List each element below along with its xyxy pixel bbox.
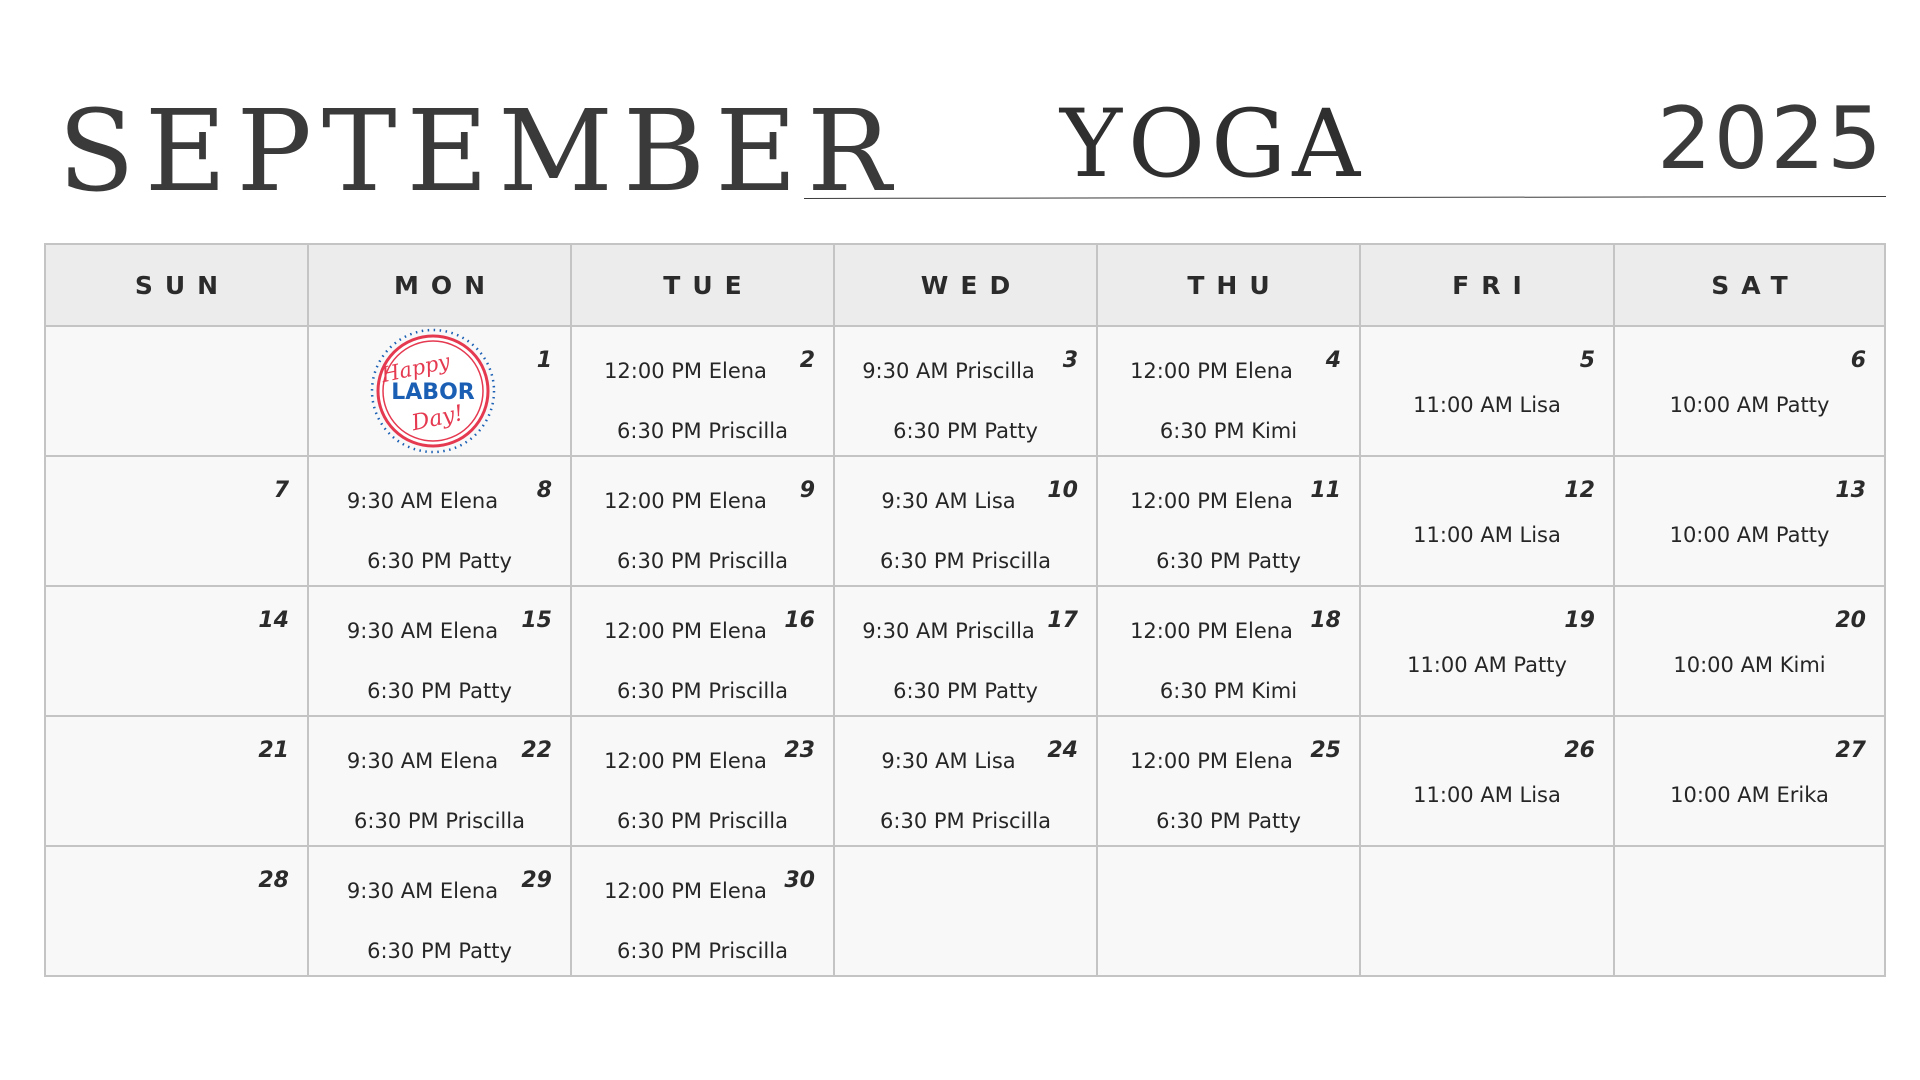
class-session: 12:00 PM Elena	[1130, 619, 1293, 643]
class-session: 6:30 PM Priscilla	[617, 679, 788, 703]
class-session: 6:30 PM Patty	[893, 419, 1038, 443]
day-number: 11	[1310, 478, 1341, 503]
class-session: 11:00 AM Patty	[1407, 653, 1567, 677]
day-cell	[309, 327, 572, 457]
day-number: 7	[273, 478, 289, 503]
class-session: 6:30 PM Priscilla	[880, 809, 1051, 833]
day-cell	[309, 847, 572, 977]
class-session: 6:30 PM Patty	[1156, 809, 1301, 833]
day-number: 2	[799, 348, 815, 373]
day-cell	[1098, 717, 1361, 847]
class-session: 9:30 AM Elena	[346, 489, 499, 513]
class-session: 6:30 PM Priscilla	[617, 419, 788, 443]
class-session: 6:30 PM Priscilla	[617, 939, 788, 963]
class-session: 11:00 AM Lisa	[1413, 783, 1561, 807]
class-session: 6:30 PM Patty	[367, 679, 512, 703]
month-title: SEPTEMBER	[58, 87, 902, 217]
class-session: 12:00 PM Elena	[604, 359, 767, 383]
day-number: 4	[1325, 348, 1341, 373]
day-number: 29	[521, 868, 552, 893]
day-number: 12	[1564, 478, 1595, 503]
class-session: 10:00 AM Kimi	[1673, 653, 1826, 677]
day-cell	[1361, 587, 1615, 717]
day-number: 25	[1310, 738, 1341, 763]
day-cell	[1615, 587, 1886, 717]
class-session: 9:30 AM Lisa	[881, 489, 1016, 513]
day-cell	[1361, 717, 1615, 847]
day-cell	[46, 847, 309, 977]
class-session: 9:30 AM Elena	[346, 879, 499, 903]
day-cell	[835, 717, 1098, 847]
day-number: 8	[536, 478, 552, 503]
day-cell	[1615, 847, 1886, 977]
day-number: 22	[521, 738, 552, 763]
class-session: 6:30 PM Priscilla	[617, 809, 788, 833]
weekday-header-thu: THU	[1098, 245, 1361, 327]
day-cell	[572, 457, 835, 587]
class-title: YOGA	[1060, 90, 1367, 199]
day-cell	[1098, 327, 1361, 457]
day-cell	[835, 847, 1098, 977]
day-cell	[1615, 327, 1886, 457]
day-cell	[1615, 457, 1886, 587]
class-session: 6:30 PM Priscilla	[354, 809, 525, 833]
day-number: 23	[784, 738, 815, 763]
day-number: 10	[1047, 478, 1078, 503]
day-cell	[1098, 587, 1361, 717]
class-session: 6:30 PM Patty	[367, 549, 512, 573]
class-session: 6:30 PM Priscilla	[617, 549, 788, 573]
day-cell	[572, 717, 835, 847]
day-cell	[1361, 327, 1615, 457]
class-session: 6:30 PM Patty	[893, 679, 1038, 703]
day-cell	[1098, 457, 1361, 587]
day-cell	[572, 587, 835, 717]
day-cell	[835, 587, 1098, 717]
day-number: 18	[1310, 608, 1341, 633]
class-session: 12:00 PM Elena	[604, 879, 767, 903]
day-number: 1	[536, 348, 552, 373]
day-cell	[572, 847, 835, 977]
day-number: 3	[1062, 348, 1078, 373]
day-cell	[46, 327, 309, 457]
class-session: 11:00 AM Lisa	[1413, 523, 1561, 547]
day-number: 14	[258, 608, 289, 633]
calendar-grid	[44, 243, 1886, 977]
badge-word-happy: Happy	[379, 349, 453, 388]
class-session: 6:30 PM Priscilla	[880, 549, 1051, 573]
day-number: 17	[1047, 608, 1078, 633]
class-session: 9:30 AM Priscilla	[862, 359, 1035, 383]
labor-day-badge	[369, 327, 497, 455]
class-session: 12:00 PM Elena	[1130, 359, 1293, 383]
weekday-header-wed: WED	[835, 245, 1098, 327]
class-session: 10:00 AM Patty	[1669, 393, 1830, 417]
day-cell	[46, 457, 309, 587]
day-cell	[1615, 717, 1886, 847]
weekday-header-sun: SUN	[46, 245, 309, 327]
class-session: 6:30 PM Patty	[1156, 549, 1301, 573]
day-number: 26	[1564, 738, 1595, 763]
day-cell	[309, 457, 572, 587]
day-cell	[1098, 847, 1361, 977]
year-title: 2025	[1657, 89, 1884, 189]
class-session: 6:30 PM Kimi	[1159, 679, 1298, 703]
day-cell	[835, 457, 1098, 587]
day-number: 19	[1564, 608, 1595, 633]
weekday-header-fri: FRI	[1361, 245, 1615, 327]
day-number: 15	[521, 608, 552, 633]
class-session: 12:00 PM Elena	[604, 749, 767, 773]
day-number: 20	[1835, 608, 1866, 633]
day-cell	[572, 327, 835, 457]
day-number: 16	[784, 608, 815, 633]
day-number: 27	[1835, 738, 1866, 763]
class-session: 12:00 PM Elena	[604, 619, 767, 643]
day-cell	[46, 717, 309, 847]
weekday-header-sat: SAT	[1615, 245, 1886, 327]
class-session: 9:30 AM Priscilla	[862, 619, 1035, 643]
badge-word-labor: LABOR	[391, 380, 475, 405]
class-session: 9:30 AM Elena	[346, 619, 499, 643]
day-number: 6	[1850, 348, 1866, 373]
class-session: 12:00 PM Elena	[1130, 489, 1293, 513]
day-number: 21	[258, 738, 289, 763]
day-cell	[1361, 457, 1615, 587]
day-number: 5	[1579, 348, 1595, 373]
day-number: 9	[799, 478, 815, 503]
class-session: 9:30 AM Lisa	[881, 749, 1016, 773]
day-cell	[1361, 847, 1615, 977]
weekday-header-mon: MON	[309, 245, 572, 327]
day-number: 13	[1835, 478, 1866, 503]
labor-day-badge-icon	[369, 327, 497, 455]
class-session: 10:00 AM Erika	[1670, 783, 1829, 807]
day-cell	[835, 327, 1098, 457]
class-session: 11:00 AM Lisa	[1413, 393, 1561, 417]
day-cell	[309, 587, 572, 717]
day-number: 28	[258, 868, 289, 893]
weekday-header-tue: TUE	[572, 245, 835, 327]
class-session: 12:00 PM Elena	[1130, 749, 1293, 773]
class-session: 10:00 AM Patty	[1669, 523, 1830, 547]
day-cell	[309, 717, 572, 847]
class-session: 6:30 PM Patty	[367, 939, 512, 963]
day-cell	[46, 587, 309, 717]
class-session: 12:00 PM Elena	[604, 489, 767, 513]
day-number: 24	[1047, 738, 1078, 763]
badge-word-day: Day!	[409, 401, 466, 437]
day-number: 30	[784, 868, 815, 893]
class-session: 9:30 AM Elena	[346, 749, 499, 773]
class-session: 6:30 PM Kimi	[1159, 419, 1298, 443]
